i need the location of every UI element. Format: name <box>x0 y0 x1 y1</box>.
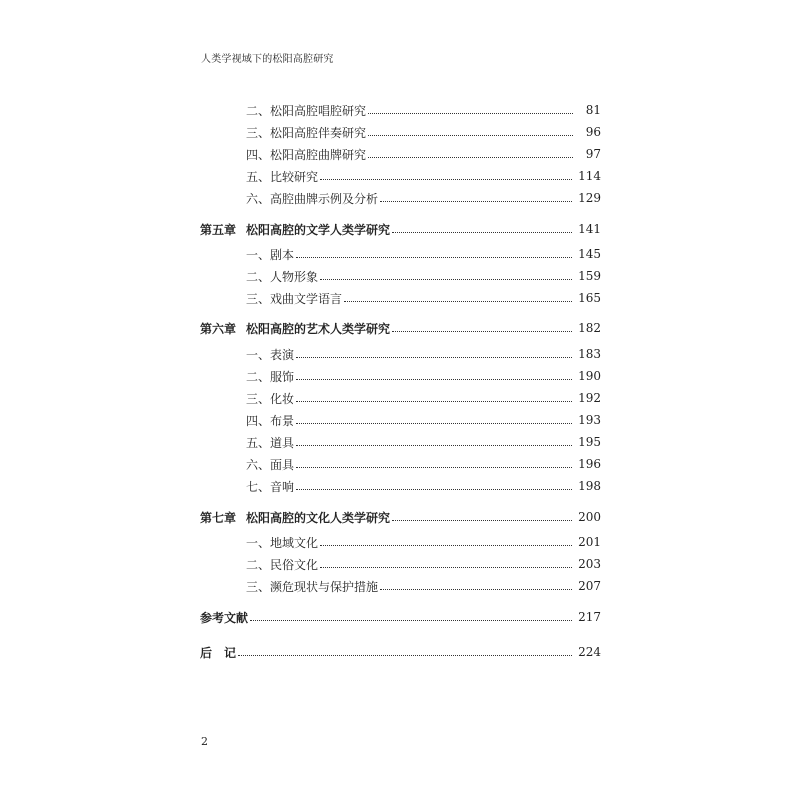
toc-entry[interactable] <box>200 101 601 119</box>
toc-entry[interactable] <box>200 533 601 551</box>
toc-page-number: 159 <box>578 269 601 283</box>
dot-leader <box>380 588 572 590</box>
toc-entry[interactable] <box>200 411 601 429</box>
dot-leader <box>320 566 572 568</box>
chapter-name: 松阳高腔的文学人类学研究 <box>246 222 391 237</box>
chapter-number: 第六章 <box>200 321 237 336</box>
dot-leader <box>296 444 572 446</box>
page-folio-number: 2 <box>201 735 208 748</box>
dot-leader <box>320 278 572 280</box>
toc-page-number: 141 <box>578 222 601 236</box>
toc-page-number: 195 <box>578 435 601 449</box>
toc-afterword[interactable] <box>200 643 601 661</box>
dot-leader <box>296 488 572 490</box>
toc-page-number: 145 <box>578 247 601 261</box>
toc-chapter[interactable] <box>200 220 601 238</box>
dot-leader <box>238 654 572 656</box>
toc-entry-title: 七、音响 <box>246 479 295 494</box>
toc-entry-title: 一、表演 <box>246 347 295 362</box>
dot-leader <box>344 300 572 302</box>
toc-entry-title: 四、布景 <box>246 413 295 428</box>
toc-page-number: 97 <box>585 147 601 161</box>
dot-leader <box>320 544 572 546</box>
toc-entry-title: 二、人物形象 <box>246 269 319 284</box>
chapter-number: 第五章 <box>200 222 237 237</box>
dot-leader <box>368 156 573 158</box>
chapter-name: 松阳高腔的艺术人类学研究 <box>246 321 391 336</box>
toc-entry-title: 六、面具 <box>246 457 295 472</box>
toc-chapter-title <box>200 221 390 238</box>
toc-entry-title: 一、地域文化 <box>246 535 319 550</box>
dot-leader <box>296 378 572 380</box>
toc-entry-title: 后 记 <box>200 645 237 660</box>
running-header: 人类学视域下的松阳高腔研究 <box>201 54 334 65</box>
toc-entry-title: 二、松阳高腔唱腔研究 <box>246 103 367 118</box>
dot-leader <box>392 330 572 332</box>
toc-page-number: 81 <box>585 103 601 117</box>
toc-chapter-title <box>200 509 390 526</box>
toc-page-number: 190 <box>578 369 601 383</box>
toc-entry[interactable] <box>200 477 601 495</box>
toc-references[interactable] <box>200 608 601 626</box>
toc-chapter-title <box>200 320 390 337</box>
toc-entry-title: 五、道具 <box>246 435 295 450</box>
toc-entry[interactable] <box>200 289 601 307</box>
dot-leader <box>296 466 572 468</box>
dot-leader <box>380 200 572 202</box>
toc-page-number: 114 <box>578 169 601 183</box>
dot-leader <box>296 400 572 402</box>
toc-entry[interactable] <box>200 123 601 141</box>
toc-entry-title: 六、高腔曲牌示例及分析 <box>246 191 379 206</box>
dot-leader <box>392 231 572 233</box>
toc-entry-title: 三、化妆 <box>246 391 295 406</box>
toc-chapter[interactable] <box>200 508 601 526</box>
toc-page-number: 198 <box>578 479 601 493</box>
toc-page-number: 183 <box>578 347 601 361</box>
toc-entry[interactable] <box>200 145 601 163</box>
dot-leader <box>296 356 572 358</box>
toc-page-number: 217 <box>578 610 601 624</box>
toc-entry[interactable] <box>200 189 601 207</box>
toc-page-number: 129 <box>578 191 601 205</box>
toc-page-number: 200 <box>578 510 601 524</box>
dot-leader <box>392 519 572 521</box>
dot-leader <box>368 112 573 114</box>
toc-entry-title: 一、剧本 <box>246 247 295 262</box>
dot-leader <box>296 256 572 258</box>
toc-entry-title: 二、民俗文化 <box>246 557 319 572</box>
toc-entry[interactable] <box>200 455 601 473</box>
toc-page-number: 207 <box>578 579 601 593</box>
toc-entry[interactable] <box>200 577 601 595</box>
toc-entry-title: 参考文献 <box>200 610 249 625</box>
toc-chapter[interactable] <box>200 319 601 337</box>
toc-entry[interactable] <box>200 167 601 185</box>
toc-entry-title: 四、松阳高腔曲牌研究 <box>246 147 367 162</box>
toc-page-number: 196 <box>578 457 601 471</box>
toc-page-number: 203 <box>578 557 601 571</box>
dot-leader <box>296 422 572 424</box>
toc-entry-title: 三、松阳高腔伴奏研究 <box>246 125 367 140</box>
toc-entry[interactable] <box>200 245 601 263</box>
toc-entry-title: 三、濒危现状与保护措施 <box>246 579 379 594</box>
toc-entry-title: 三、戏曲文学语言 <box>246 291 343 306</box>
toc-entry[interactable] <box>200 345 601 363</box>
toc-entry[interactable] <box>200 267 601 285</box>
dot-leader <box>250 619 572 621</box>
toc-entry-title: 五、比较研究 <box>246 169 319 184</box>
chapter-name: 松阳高腔的文化人类学研究 <box>246 510 391 525</box>
dot-leader <box>368 134 573 136</box>
toc-page-number: 165 <box>578 291 601 305</box>
toc-page-number: 201 <box>578 535 601 549</box>
toc-page-number: 96 <box>585 125 601 139</box>
toc-entry[interactable] <box>200 555 601 573</box>
toc-entry[interactable] <box>200 389 601 407</box>
toc-entry[interactable] <box>200 367 601 385</box>
toc-page-number: 193 <box>578 413 601 427</box>
toc-entry[interactable] <box>200 433 601 451</box>
dot-leader <box>320 178 572 180</box>
toc-page-number: 192 <box>578 391 601 405</box>
toc-entry-title: 二、服饰 <box>246 369 295 384</box>
toc-page-number: 182 <box>578 321 601 335</box>
toc-page-number: 224 <box>578 645 601 659</box>
chapter-number: 第七章 <box>200 510 237 525</box>
